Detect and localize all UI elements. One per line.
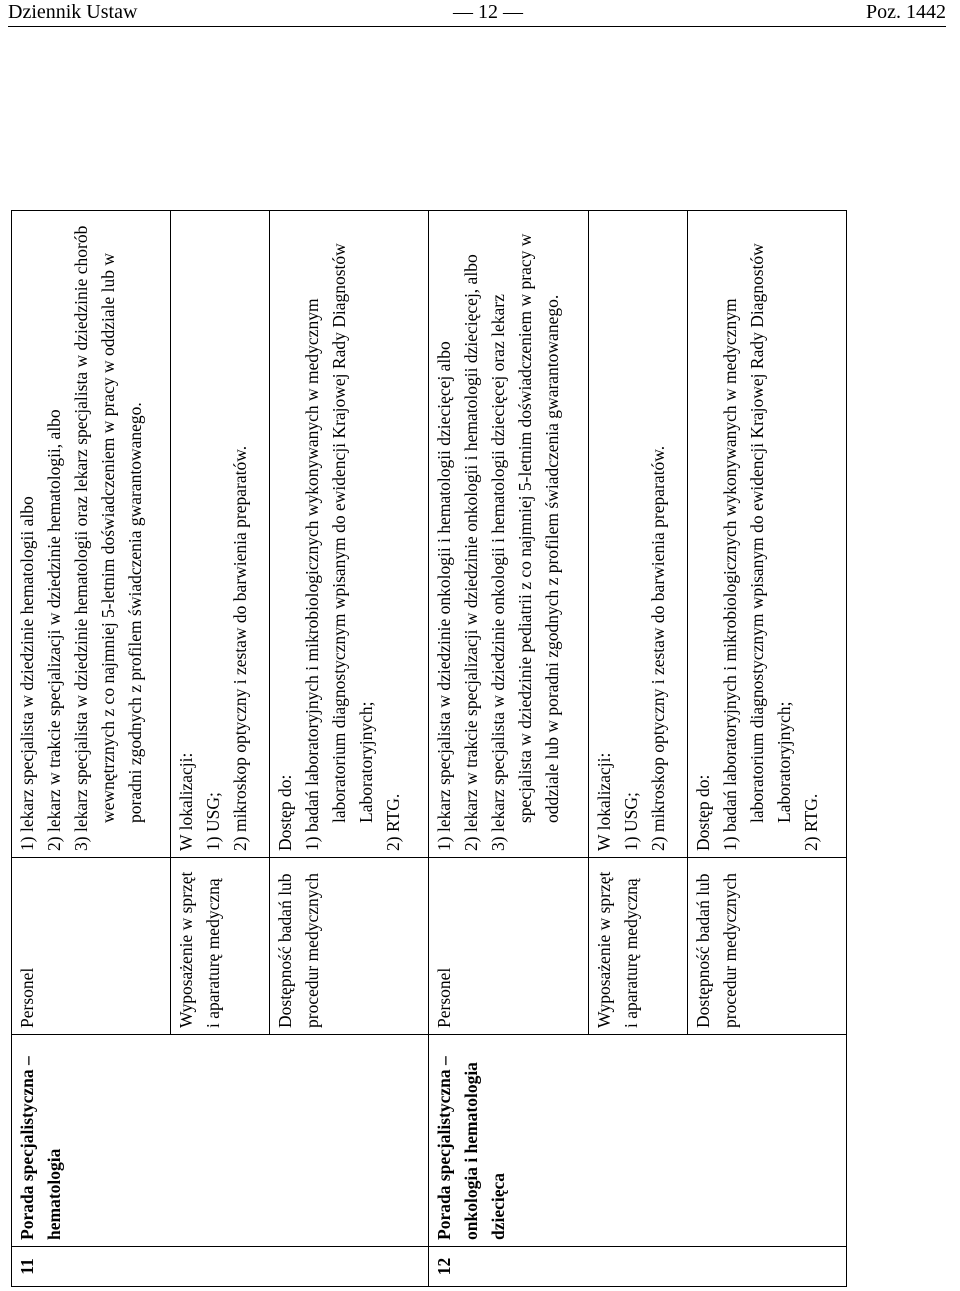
section-lead: W lokalizacji: <box>176 752 197 851</box>
list-item: 2) RTG. <box>383 793 404 851</box>
list-item: 1) USG; <box>203 792 224 851</box>
section-label: Dostępność badań lub procedur medycznych <box>687 858 846 1035</box>
item-list <box>717 217 825 851</box>
list-item: 1) badań laboratoryjnych i mikrobiologicznych wykonywanych w medycznym laboratorium diagnostycznym wpisanym do ewidencji Krajowej Rady Diagnostów Laboratoryjnych; <box>302 243 377 851</box>
section-label: Personel <box>429 858 588 1035</box>
section-lead: Dostęp do: <box>692 774 713 851</box>
section-content <box>270 211 429 858</box>
item-list <box>200 217 254 851</box>
row-number: 12 <box>429 1247 847 1287</box>
list-item: 2) mikroskop optyczny i zestaw do barwienia preparatów. <box>230 445 251 851</box>
section-content <box>588 211 687 858</box>
list-item: 2) lekarz w trakcie specjalizacji w dziedzinie onkologii i hematologii dziecięcej, albo <box>461 254 482 851</box>
list-item: 2) mikroskop optyczny i zestaw do barwienia preparatów. <box>647 445 668 851</box>
section-label: Wyposażenie w sprzęt i aparaturę medyczną <box>171 858 270 1035</box>
section-label: Personel <box>12 858 171 1035</box>
row-number: 11 <box>12 1247 429 1287</box>
service-name: Porada specjalistyczna – hematologia <box>12 1035 429 1247</box>
list-item: 1) USG; <box>620 792 641 851</box>
table-row <box>429 211 588 1287</box>
requirements-table <box>11 210 847 1287</box>
item-list <box>299 217 407 851</box>
list-item: 2) lekarz w trakcie specjalizacji w dziedzinie hematologii, albo <box>44 409 64 851</box>
section-content <box>171 211 270 858</box>
service-name: Porada specjalistyczna – onkologia i hematologia dziecięca <box>429 1035 847 1247</box>
position-number: Poz. 1442 <box>866 1 946 23</box>
table-row <box>12 211 171 1287</box>
page-header <box>8 0 946 27</box>
section-label: Wyposażenie w sprzęt i aparaturę medyczną <box>588 858 687 1035</box>
item-list <box>431 217 566 851</box>
section-label: Dostępność badań lub procedur medycznych <box>270 858 429 1035</box>
list-item: 3) lekarz specjalista w dziedzinie hematologii oraz lekarz specjalista w dziedzinie chorób wewnętrznych z co najmniej 5-letnim doświadczeniem w pracy w oddziale lub w poradni zgodnych z profilem świadczenia gwarantowanego. <box>71 225 145 851</box>
section-lead: Dostęp do: <box>275 774 296 851</box>
section-content <box>12 211 171 858</box>
item-list <box>618 217 672 851</box>
rotated-table-container <box>11 211 847 1287</box>
section-content <box>429 211 588 858</box>
section-content <box>687 211 846 858</box>
journal-title: Dziennik Ustaw <box>8 1 138 23</box>
section-lead: W lokalizacji: <box>593 752 614 851</box>
list-item: 1) badań laboratoryjnych i mikrobiologicznych wykonywanych w medycznym laboratorium diagnostycznym wpisanym do ewidencji Krajowej Rady Diagnostów Laboratoryjnych; <box>719 243 794 851</box>
list-item: 2) RTG. <box>800 793 821 851</box>
list-item: 1) lekarz specjalista w dziedzinie onkologii i hematologii dziecięcej albo <box>434 341 455 851</box>
list-item: 1) lekarz specjalista w dziedzinie hematologii albo <box>17 496 37 851</box>
item-list <box>14 217 149 851</box>
page-number: — 12 — <box>453 1 523 23</box>
list-item: 3) lekarz specjalista w dziedzinie onkologii i hematologii dziecięcej oraz lekarz specjalista w dziedzinie pediatrii z co najmniej 5-letnim doświadczeniem w pracy w oddziale lub w poradni zgodnych z profilem świadczenia gwarantowanego. <box>488 233 563 851</box>
